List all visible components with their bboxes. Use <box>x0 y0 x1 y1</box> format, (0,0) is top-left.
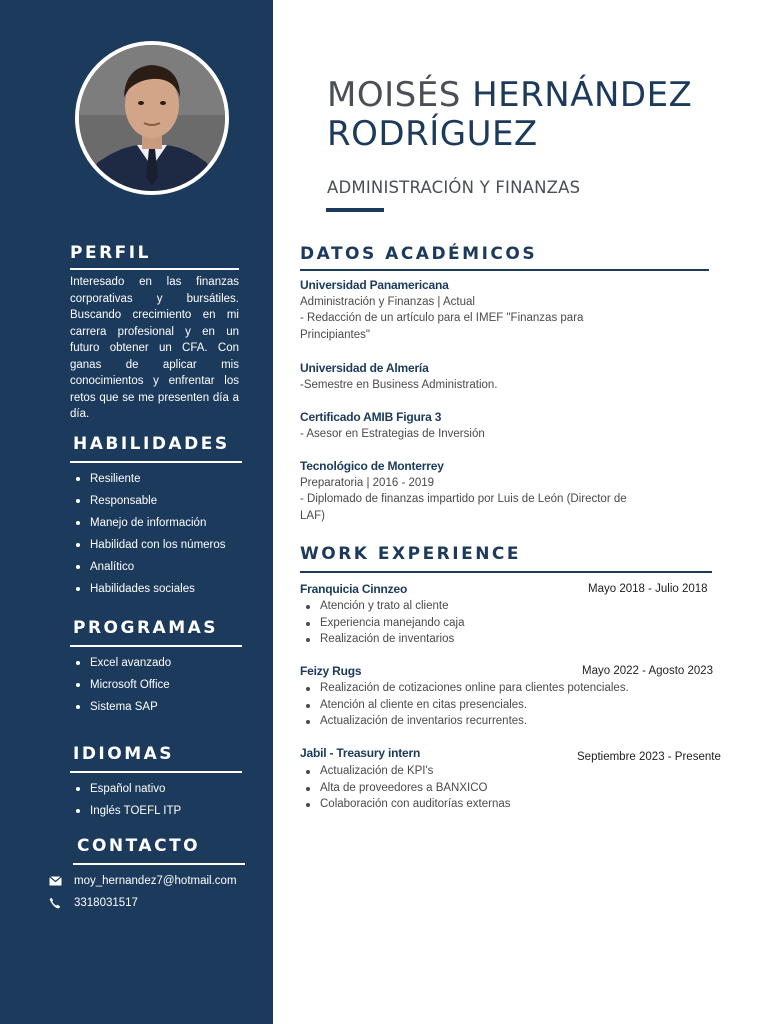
job-company: Feizy Rugs <box>300 664 362 678</box>
programas-divider <box>70 645 242 647</box>
habilidades-list <box>70 468 226 600</box>
phone-icon <box>48 896 62 910</box>
idiomas-divider <box>70 771 242 773</box>
contacto-divider <box>73 863 245 865</box>
institution-name: Tecnológico de Monterrey <box>300 459 444 473</box>
list-item: Realización de cotizaciones online para clientes potenciales. <box>300 680 629 697</box>
entry-line: -Semestre en Business Administration. <box>300 378 498 391</box>
habilidades-heading: HABILIDADES <box>73 434 230 454</box>
job-dates: Mayo 2022 - Agosto 2023 <box>582 665 714 677</box>
list-item: Sistema SAP <box>70 696 171 718</box>
list-item: Habilidades sociales <box>70 578 226 600</box>
perfil-heading: PERFIL <box>70 243 151 263</box>
academic-entry <box>300 409 645 442</box>
job-dates: Mayo 2018 - Julio 2018 <box>588 583 708 595</box>
phone-text[interactable]: 3318031517 <box>74 897 138 909</box>
academic-entry <box>300 360 645 393</box>
list-item: Resiliente <box>70 468 226 490</box>
list-item: Alta de proveedores a BANXICO <box>300 780 511 797</box>
entry-line: - Redacción de un artículo para el IMEF "Finanzas para Principiantes" <box>300 312 584 341</box>
list-item: Actualización de KPI's <box>300 763 511 780</box>
entry-line: - Diplomado de finanzas impartido por Luis de León (Director de LAF) <box>300 493 627 522</box>
perfil-text: Interesado en las finanzas corporativas y bursátiles. Buscando crecimiento en mi carrera profesional y en un futuro obtener un CFA. Con ganas de aplicar mis conocimientos y enfrentar los retos que se me presenten día a día. <box>70 276 239 420</box>
email-text[interactable]: moy_hernandez7@hotmail.com <box>74 875 237 887</box>
work-heading: WORK EXPERIENCE <box>300 544 522 564</box>
habilidades-divider <box>70 461 242 463</box>
institution-name: Certificado AMIB Figura 3 <box>300 410 442 424</box>
list-item: Colaboración con auditorías externas <box>300 796 511 813</box>
list-item: Excel avanzado <box>70 652 171 674</box>
entry-line: - Asesor en Estrategias de Inversión <box>300 427 485 440</box>
first-name: MOISÉS <box>327 75 461 115</box>
programas-heading: PROGRAMAS <box>73 618 219 638</box>
work-divider <box>300 571 712 573</box>
full-name <box>327 76 768 154</box>
entry-line: Preparatoria | 2016 - 2019 <box>300 476 435 489</box>
list-item: Habilidad con los números <box>70 534 226 556</box>
idiomas-list <box>70 778 181 822</box>
list-item: Responsable <box>70 490 226 512</box>
academic-entry <box>300 277 645 343</box>
list-item: Actualización de inventarios recurrentes. <box>300 713 629 730</box>
academic-divider <box>300 269 709 271</box>
job-duties-list <box>300 763 511 813</box>
mail-icon <box>48 874 62 888</box>
profession-subtitle: ADMINISTRACIÓN Y FINANZAS <box>327 178 581 197</box>
last-names: HERNÁNDEZ RODRÍGUEZ <box>327 75 693 154</box>
list-item: Español nativo <box>70 778 181 800</box>
job-duties-list <box>300 680 629 730</box>
profile-photo-illustration <box>79 45 225 191</box>
entry-line: Administración y Finanzas | Actual <box>300 295 475 308</box>
idiomas-heading: IDIOMAS <box>73 744 175 764</box>
institution-name: Universidad de Almería <box>300 361 429 375</box>
job-company: Jabil - Treasury intern <box>300 746 421 760</box>
title-accent-bar <box>326 208 384 212</box>
list-item: Realización de inventarios <box>300 631 464 648</box>
programas-list <box>70 652 171 718</box>
phone-row[interactable] <box>48 896 138 910</box>
email-row[interactable] <box>48 874 237 888</box>
list-item: Microsoft Office <box>70 674 171 696</box>
job-duties-list <box>300 598 464 648</box>
list-item: Analítico <box>70 556 226 578</box>
list-item: Atención al cliente en citas presenciales. <box>300 697 629 714</box>
sidebar <box>0 0 273 1024</box>
institution-name: Universidad Panamericana <box>300 278 449 292</box>
job-company: Franquicia Cinnzeo <box>300 582 408 596</box>
profile-photo <box>75 41 229 195</box>
contacto-heading: CONTACTO <box>77 836 201 856</box>
job-dates: Septiembre 2023 - Presente <box>577 751 721 763</box>
perfil-divider <box>70 268 239 270</box>
list-item: Manejo de información <box>70 512 226 534</box>
list-item: Experiencia manejando caja <box>300 615 464 632</box>
academic-heading: DATOS ACADÉMICOS <box>300 244 538 264</box>
academic-entry <box>300 458 645 524</box>
list-item: Atención y trato al cliente <box>300 598 464 615</box>
list-item: Inglés TOEFL ITP <box>70 800 181 822</box>
